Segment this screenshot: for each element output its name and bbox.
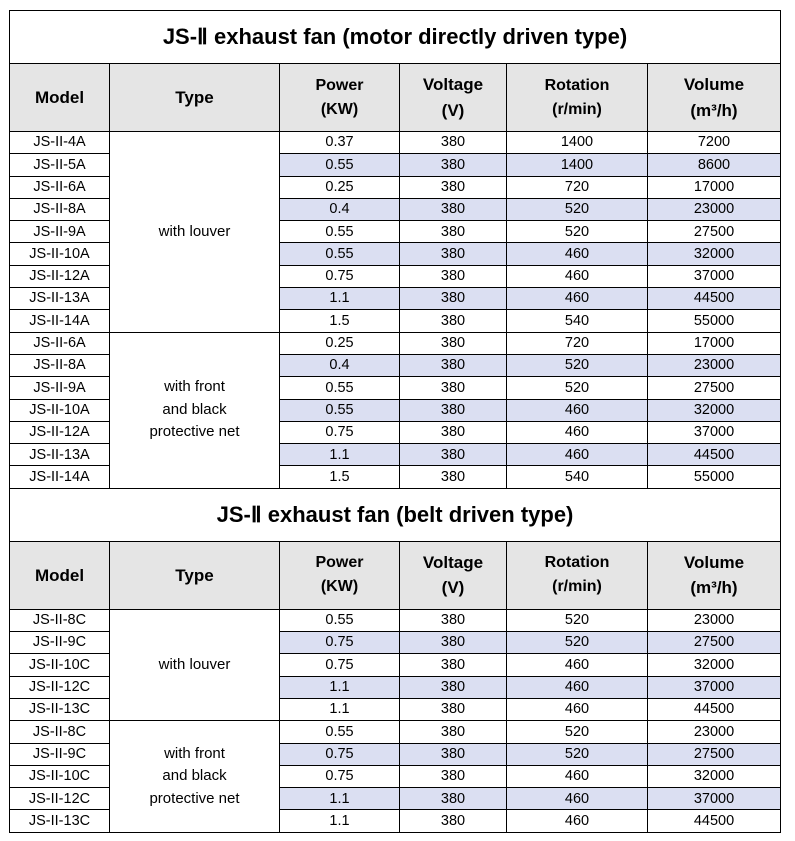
power-cell: 0.37 — [280, 132, 400, 154]
model-cell: JS-II-14A — [10, 466, 110, 488]
power-cell: 0.75 — [280, 765, 400, 787]
type-line: with front — [164, 744, 225, 762]
rotation-cell: 460 — [507, 288, 648, 310]
voltage-cell: 380 — [400, 154, 507, 176]
header-volume — [648, 541, 781, 609]
volume-cell: 8600 — [648, 154, 781, 176]
exhaust-fan-spec-table — [9, 10, 781, 833]
type-cell — [110, 132, 280, 333]
volume-cell: 55000 — [648, 466, 781, 488]
volume-cell: 44500 — [648, 444, 781, 466]
type-line: and black — [162, 400, 227, 418]
model-cell: JS-II-13A — [10, 444, 110, 466]
model-cell: JS-II-13C — [10, 810, 110, 832]
volume-cell: 17000 — [648, 176, 781, 198]
power-cell: 1.1 — [280, 810, 400, 832]
voltage-cell: 380 — [400, 698, 507, 720]
rotation-cell: 460 — [507, 788, 648, 810]
voltage-cell: 380 — [400, 288, 507, 310]
rotation-cell: 1400 — [507, 154, 648, 176]
voltage-cell: 380 — [400, 721, 507, 743]
model-cell: JS-II-6A — [10, 332, 110, 354]
header-voltage-line: (V) — [441, 578, 465, 598]
rotation-cell: 1400 — [507, 132, 648, 154]
power-cell: 0.75 — [280, 654, 400, 676]
header-type: Type — [110, 64, 280, 132]
rotation-cell: 460 — [507, 698, 648, 720]
power-cell: 1.1 — [280, 676, 400, 698]
voltage-cell: 380 — [400, 132, 507, 154]
power-cell: 0.4 — [280, 198, 400, 220]
voltage-cell: 380 — [400, 265, 507, 287]
model-cell: JS-II-12C — [10, 788, 110, 810]
power-cell: 1.1 — [280, 288, 400, 310]
model-cell: JS-II-4A — [10, 132, 110, 154]
volume-cell: 44500 — [648, 288, 781, 310]
table-row — [10, 721, 781, 743]
spec-tables — [9, 10, 780, 833]
model-cell: JS-II-8A — [10, 198, 110, 220]
model-cell: JS-II-12C — [10, 676, 110, 698]
rotation-cell: 460 — [507, 421, 648, 443]
model-cell: JS-II-9C — [10, 743, 110, 765]
voltage-cell: 380 — [400, 765, 507, 787]
volume-cell: 23000 — [648, 609, 781, 631]
voltage-cell: 380 — [400, 310, 507, 332]
volume-cell: 37000 — [648, 421, 781, 443]
volume-cell: 27500 — [648, 743, 781, 765]
header-voltage — [400, 64, 507, 132]
volume-cell: 23000 — [648, 721, 781, 743]
power-cell: 0.55 — [280, 154, 400, 176]
volume-cell: 55000 — [648, 310, 781, 332]
header-rotation-line: Rotation — [544, 554, 610, 572]
power-cell: 1.1 — [280, 788, 400, 810]
rotation-cell: 460 — [507, 676, 648, 698]
model-cell: JS-II-12A — [10, 421, 110, 443]
voltage-cell: 380 — [400, 399, 507, 421]
volume-cell: 27500 — [648, 632, 781, 654]
rotation-cell: 540 — [507, 466, 648, 488]
model-cell: JS-II-10C — [10, 765, 110, 787]
rotation-cell: 720 — [507, 176, 648, 198]
header-power-line: Power — [315, 554, 364, 572]
type-line: protective net — [149, 789, 240, 807]
header-voltage-line: (V) — [441, 100, 465, 120]
model-cell: JS-II-12A — [10, 265, 110, 287]
model-cell: JS-II-9C — [10, 632, 110, 654]
rotation-cell: 460 — [507, 654, 648, 676]
section-title: JS-Ⅱ exhaust fan (belt driven type) — [10, 488, 781, 541]
header-row — [10, 64, 781, 132]
header-volume-line: Volume — [683, 552, 745, 572]
power-cell: 0.55 — [280, 399, 400, 421]
volume-cell: 23000 — [648, 354, 781, 376]
type-line: with louver — [158, 655, 231, 673]
type-cell — [110, 332, 280, 488]
section-title: JS-Ⅱ exhaust fan (motor directly driven type) — [10, 11, 781, 64]
model-cell: JS-II-8C — [10, 721, 110, 743]
power-cell: 0.75 — [280, 632, 400, 654]
power-cell: 0.75 — [280, 421, 400, 443]
header-rotation — [507, 541, 648, 609]
header-voltage-line: Voltage — [422, 552, 484, 572]
model-cell: JS-II-9A — [10, 377, 110, 399]
header-power-line: (KW) — [320, 100, 359, 118]
rotation-cell: 520 — [507, 743, 648, 765]
voltage-cell: 380 — [400, 810, 507, 832]
model-cell: JS-II-5A — [10, 154, 110, 176]
voltage-cell: 380 — [400, 676, 507, 698]
power-cell: 0.25 — [280, 176, 400, 198]
volume-cell: 32000 — [648, 654, 781, 676]
voltage-cell: 380 — [400, 444, 507, 466]
header-power — [280, 64, 400, 132]
rotation-cell: 520 — [507, 377, 648, 399]
header-volume-line: (m³/h) — [690, 578, 738, 598]
header-voltage — [400, 541, 507, 609]
rotation-cell: 520 — [507, 632, 648, 654]
model-cell: JS-II-8C — [10, 609, 110, 631]
rotation-cell: 520 — [507, 609, 648, 631]
voltage-cell: 380 — [400, 221, 507, 243]
rotation-cell: 520 — [507, 198, 648, 220]
header-power — [280, 541, 400, 609]
power-cell: 1.5 — [280, 310, 400, 332]
rotation-cell: 460 — [507, 810, 648, 832]
header-model: Model — [10, 541, 110, 609]
volume-cell: 27500 — [648, 221, 781, 243]
header-volume-line: Volume — [683, 75, 745, 94]
header-row — [10, 541, 781, 609]
power-cell: 0.55 — [280, 721, 400, 743]
voltage-cell: 380 — [400, 332, 507, 354]
header-voltage-line: Voltage — [422, 75, 484, 94]
volume-cell: 44500 — [648, 698, 781, 720]
rotation-cell: 520 — [507, 221, 648, 243]
model-cell: JS-II-6A — [10, 176, 110, 198]
voltage-cell: 380 — [400, 198, 507, 220]
type-line: and black — [162, 767, 227, 785]
volume-cell: 17000 — [648, 332, 781, 354]
model-cell: JS-II-10A — [10, 243, 110, 265]
header-rotation — [507, 64, 648, 132]
header-power-line: Power — [315, 76, 364, 94]
header-rotation-line: (r/min) — [552, 578, 602, 596]
volume-cell: 32000 — [648, 765, 781, 787]
header-rotation-line: (r/min) — [552, 100, 602, 118]
volume-cell: 23000 — [648, 198, 781, 220]
model-cell: JS-II-14A — [10, 310, 110, 332]
type-cell — [110, 609, 280, 720]
volume-cell: 32000 — [648, 243, 781, 265]
voltage-cell: 380 — [400, 609, 507, 631]
header-type: Type — [110, 541, 280, 609]
table-row — [10, 132, 781, 154]
type-cell — [110, 721, 280, 832]
power-cell: 0.55 — [280, 377, 400, 399]
volume-cell: 37000 — [648, 676, 781, 698]
voltage-cell: 380 — [400, 788, 507, 810]
power-cell: 0.55 — [280, 221, 400, 243]
type-line: with louver — [158, 222, 231, 240]
section-title-row — [10, 11, 781, 64]
type-line: with front — [164, 378, 225, 396]
header-volume-line: (m³/h) — [690, 100, 738, 120]
rotation-cell: 460 — [507, 399, 648, 421]
voltage-cell: 380 — [400, 743, 507, 765]
header-volume — [648, 64, 781, 132]
voltage-cell: 380 — [400, 176, 507, 198]
voltage-cell: 380 — [400, 466, 507, 488]
header-power-line: (KW) — [320, 578, 359, 596]
volume-cell: 32000 — [648, 399, 781, 421]
type-line: protective net — [149, 423, 240, 441]
rotation-cell: 460 — [507, 444, 648, 466]
model-cell: JS-II-8A — [10, 354, 110, 376]
header-model: Model — [10, 64, 110, 132]
power-cell: 0.55 — [280, 609, 400, 631]
power-cell: 0.25 — [280, 332, 400, 354]
rotation-cell: 460 — [507, 243, 648, 265]
volume-cell: 37000 — [648, 265, 781, 287]
model-cell: JS-II-13A — [10, 288, 110, 310]
model-cell: JS-II-9A — [10, 221, 110, 243]
power-cell: 0.55 — [280, 243, 400, 265]
rotation-cell: 540 — [507, 310, 648, 332]
volume-cell: 7200 — [648, 132, 781, 154]
power-cell: 0.75 — [280, 743, 400, 765]
power-cell: 1.1 — [280, 698, 400, 720]
rotation-cell: 520 — [507, 354, 648, 376]
rotation-cell: 520 — [507, 721, 648, 743]
power-cell: 1.5 — [280, 466, 400, 488]
table-row — [10, 332, 781, 354]
header-rotation-line: Rotation — [544, 76, 610, 94]
section-title-row — [10, 488, 781, 541]
power-cell: 1.1 — [280, 444, 400, 466]
model-cell: JS-II-10C — [10, 654, 110, 676]
voltage-cell: 380 — [400, 421, 507, 443]
volume-cell: 37000 — [648, 788, 781, 810]
volume-cell: 27500 — [648, 377, 781, 399]
voltage-cell: 380 — [400, 377, 507, 399]
model-cell: JS-II-10A — [10, 399, 110, 421]
voltage-cell: 380 — [400, 354, 507, 376]
power-cell: 0.4 — [280, 354, 400, 376]
volume-cell: 44500 — [648, 810, 781, 832]
voltage-cell: 380 — [400, 632, 507, 654]
power-cell: 0.75 — [280, 265, 400, 287]
rotation-cell: 460 — [507, 765, 648, 787]
table-row — [10, 609, 781, 631]
voltage-cell: 380 — [400, 243, 507, 265]
rotation-cell: 720 — [507, 332, 648, 354]
rotation-cell: 460 — [507, 265, 648, 287]
voltage-cell: 380 — [400, 654, 507, 676]
model-cell: JS-II-13C — [10, 698, 110, 720]
